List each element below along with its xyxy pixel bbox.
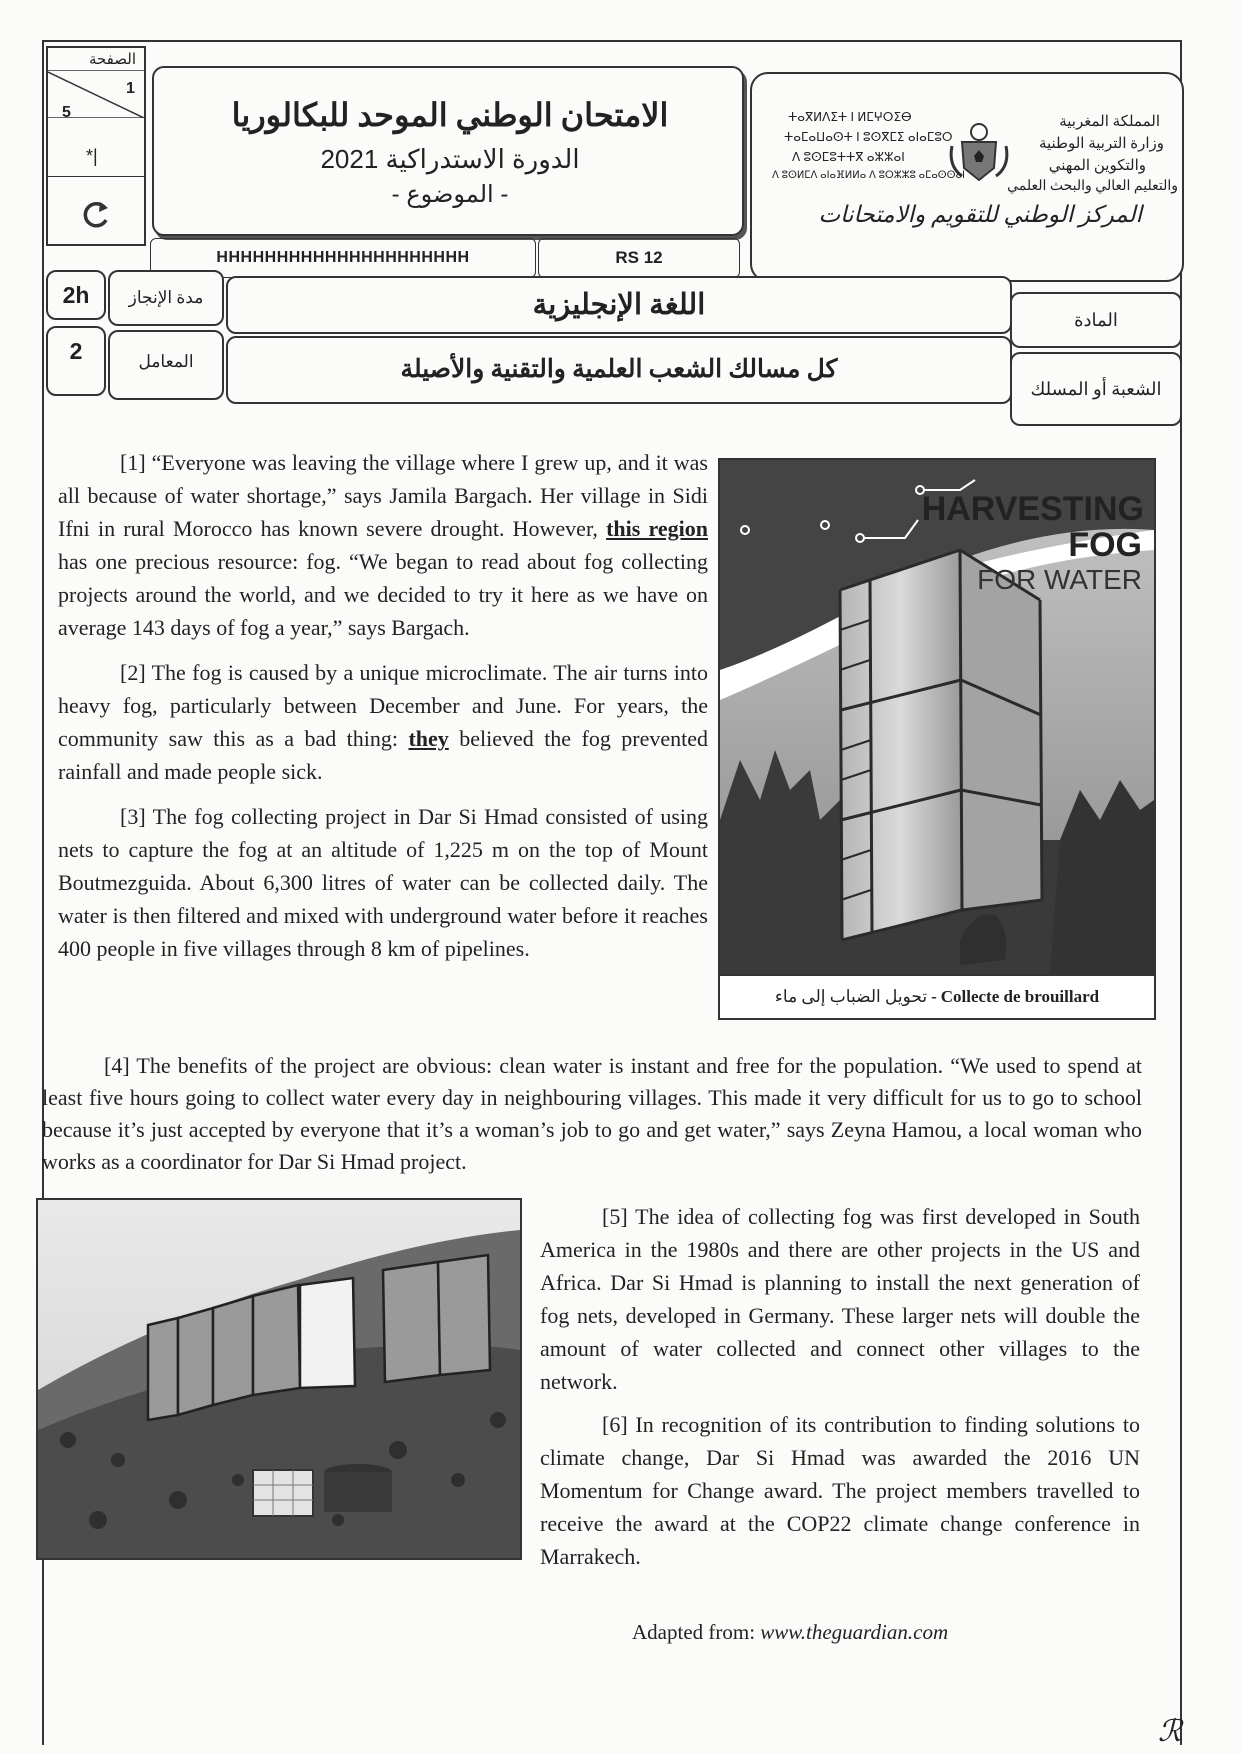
source-credit: Adapted from: www.theguardian.com: [632, 1620, 949, 1644]
subject-label-box: المادة: [1010, 292, 1182, 348]
paragraph-1: [1] “Everyone was leaving the village where I grew up, and it was all because of water shortage,” says Jamila Bargach. Her village in Sidi Ifni in rural Morocco has known severe drought. However, this region has one precious resource: fog. “We began to read about fog collecting projects around the world, and we decided to try it here as we have on average 143 days of fog a year,” says Bargach.: [58, 450, 708, 640]
paragraph-3: [3] The fog collecting project in Dar Si Hmad consisted of using nets to capture the fog at an altitude of 1,225 m on the top of Mount Boutmezguida. About 6,300 litres of water can be collected daily. The water is then filtered and mixed with underground water before it reaches 400 people in five villages through 8 km of pipelines.: [58, 804, 708, 961]
exam-session: الدورة الاستدراكية 2021: [320, 144, 580, 174]
poster-title-1: HARVESTING: [921, 490, 1144, 528]
coef-label-box: المعامل: [108, 330, 224, 400]
refresh-icon: [78, 196, 114, 232]
fog-nets-photo: [36, 1198, 522, 1560]
page-total: 5: [62, 104, 71, 121]
poster-title-2: FOG: [1068, 526, 1142, 564]
fog-poster: [718, 458, 1156, 1020]
ministry-box: [750, 72, 1184, 282]
page-current: 1: [126, 80, 135, 97]
duration-value-box: 2h: [46, 270, 106, 320]
assessment-center: المركز الوطني للتقويم والامتحانات: [818, 202, 1142, 227]
tifinagh-4: ⴷ ⵓⵙⵍⵎⴷ ⴰⵏⴰⴼⵍⵍⴰ ⴷ ⵓⵔⵣⵣⵓ ⴰⵎⴰⵙⵙⴰⵏ: [772, 170, 965, 181]
paragraph-2: [2] The fog is caused by a unique microclimate. The air turns into heavy fog, particularly between December and June. For years, the community saw this as a bad thing: they believed the fog prevented rainfall and made people sick.: [58, 660, 708, 784]
tifinagh-2: ⵜⴰⵎⴰⵡⴰⵙⵜ ⵏ ⵓⵙⴳⵎⵉ ⴰⵏⴰⵎⵓⵔ: [784, 130, 953, 144]
coat-of-arms-emblem: [948, 116, 1010, 186]
exam-title: الامتحان الوطني الموحد للبكالوريا: [231, 97, 669, 133]
hillside-nets-illustration: [38, 1200, 520, 1558]
tifinagh-3: ⴷ ⵓⵙⵎⵓⵜⵜⴳ ⴰⵣⵣⴰⵏ: [792, 150, 905, 164]
reference-they: they: [408, 726, 449, 751]
article-column-top: [58, 446, 708, 965]
tifinagh-1: ⵜⴰⴳⵍⴷⵉⵜ ⵏ ⵍⵎⵖⵔⵉⴱ: [788, 110, 912, 124]
poster-caption: [720, 974, 1154, 1018]
paragraph-6: [6] In recognition of its contribution to finding solutions to climate change, Dar Si Hmad was awarded the 2016 UN Momentum for Change award. The project members travelled to receive the award at the COP22 climate change conference in Marrakech.: [540, 1412, 1140, 1569]
exam-subtitle: - الموضوع -: [391, 181, 509, 208]
handwritten-signature: ℛ: [1158, 1715, 1182, 1748]
caption-separator: -: [931, 987, 937, 1006]
page-number-box: [46, 46, 146, 246]
mark: *|: [86, 146, 98, 166]
code-bar: HHHHHHHHHHHHHHHHHHHHH: [150, 238, 536, 278]
exam-title-box: [152, 66, 744, 236]
caption-arabic: تحويل الضباب إلى ماء: [774, 987, 928, 1006]
caption-french: Collecte de brouillard: [940, 987, 1100, 1006]
reference-this-region: this region: [606, 516, 708, 541]
subject-box: اللغة الإنجليزية: [226, 276, 1012, 334]
poster-title-3: FOR WATER: [977, 564, 1142, 595]
paragraph-4: [4] The benefits of the project are obvious: clean water is instant and free for the population. “We used to spend at least five hours going to collect water every day in neighbouring villages. This made it very difficult for us to go to school because it’s just accepted by everyone that it’s a woman’s job to go and get water,” says Zeyna Hamou, a local woman who works as a coordinator for Dar Si Hmad project.: [42, 1053, 1142, 1174]
source-url: www.theguardian.com: [760, 1620, 949, 1644]
ministry-line-3: والتعليم العالي والبحث العلمي: [1007, 179, 1178, 194]
branch-label-box: الشعبة أو المسلك: [1010, 352, 1182, 426]
duration-label-box: مدة الإنجاز: [108, 270, 224, 326]
coef-value-box: 2: [46, 326, 106, 396]
page-label: الصفحة: [88, 51, 136, 68]
article-column-bottom: [540, 1200, 1140, 1573]
branch-box: كل مسالك الشعب العلمية والتقنية والأصيلة: [226, 336, 1012, 404]
paragraph-5: [5] The idea of collecting fog was first developed in South America in the 1980s and there are other projects in the US and Africa. Dar Si Hmad is planning to install the next generation of fog nets, developed in Germany. These larger nets will double the amount of water collected and connect other villages to the network.: [540, 1204, 1140, 1394]
ministry-line-1: وزارة التربية الوطنية: [1038, 136, 1164, 152]
kingdom-name: المملكة المغربية: [1059, 114, 1160, 130]
ministry-line-2: والتكوين المهني: [1048, 158, 1146, 174]
article-paragraph-4-block: [42, 1050, 1142, 1178]
exam-code: RS 12: [538, 238, 740, 278]
